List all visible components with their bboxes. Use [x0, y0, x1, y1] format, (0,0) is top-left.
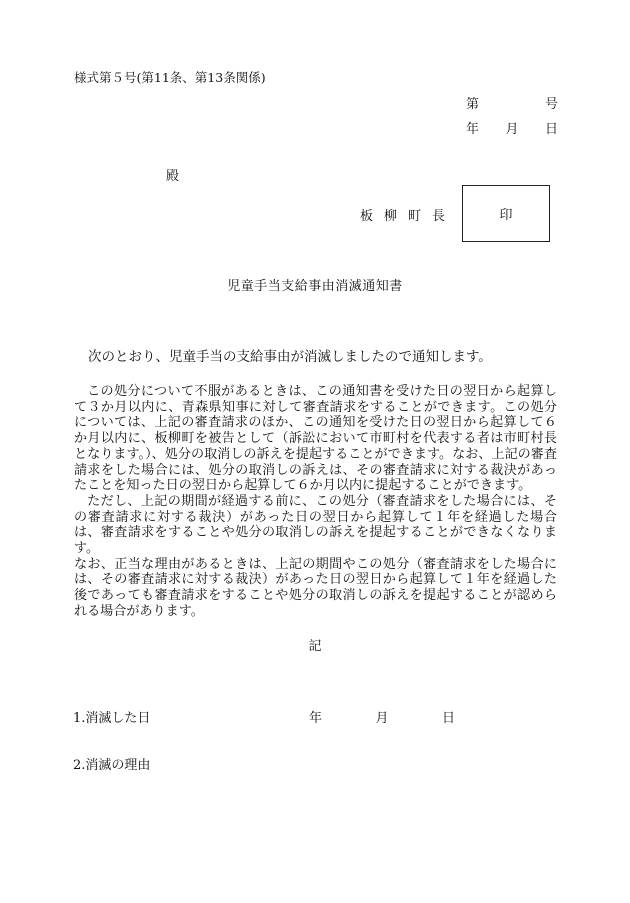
- document-number: [466, 93, 558, 112]
- issuer-name: 板柳町長: [360, 209, 457, 224]
- item1-month: 月: [375, 711, 389, 726]
- intro-text: 次のとおり、児童手当の支給事由が消滅しましたので通知します。: [88, 349, 492, 365]
- document-title: 児童手当支給事由消滅通知書: [227, 279, 403, 294]
- document-date: [466, 118, 558, 137]
- seal-label: 印: [499, 208, 513, 223]
- item1-day: 日: [441, 711, 455, 726]
- seal-box: [462, 185, 550, 242]
- addressee-honorific: 殿: [166, 169, 180, 184]
- ki-heading: 記: [308, 639, 322, 654]
- item1-year: 年: [309, 711, 323, 726]
- notice-paragraph-3: なお、正当な理由があるときは、上記の期間やこの処分（審査請求をした場合には、その審査請求に対する裁決）があった日の翌日から起算して１年を経過した後であっても審査請求をすることや処分の取消しの訴えを提起することが認められる場合があります。: [74, 556, 557, 619]
- date-month: 月: [505, 122, 519, 137]
- form-label: 様式第５号(第11条、第13条関係): [74, 70, 266, 85]
- number-prefix: 第: [466, 97, 480, 112]
- number-suffix: 号: [544, 97, 558, 112]
- notice-paragraph-1: この処分について不服があるときは、この通知書を受けた日の翌日から起算して３か月以内に、青森県知事に対して審査請求をすることができます。この処分については、上記の審査請求のほか、この通知を受けた日の翌日から起算して６か月以内に、板柳町を被告として（訴訟において市町村を代表する者は市町村長となります。）、処分の取消しの訴えを提起することができます。なお、上記の審査請求をした場合には、処分の取消しの訴えは、その審査請求に対する裁決があったことを知った日の翌日から起算して６か月以内に提起することができます。: [74, 384, 557, 494]
- notice-paragraph-2: ただし、上記の期間が経過する前に、この処分（審査請求をした場合には、その審査請求に対する裁決）があった日の翌日から起算して１年を経過した場合は、審査請求をすることや処分の取消しの訴えを提起することができなくなります。: [74, 493, 557, 557]
- item2-label: 2.消滅の理由: [73, 758, 151, 773]
- appeal-notice: [74, 384, 557, 620]
- date-year: 年: [466, 122, 480, 137]
- item1-label: 1.消滅した日: [73, 711, 151, 726]
- date-day: 日: [544, 122, 558, 137]
- item1-date: [309, 707, 455, 726]
